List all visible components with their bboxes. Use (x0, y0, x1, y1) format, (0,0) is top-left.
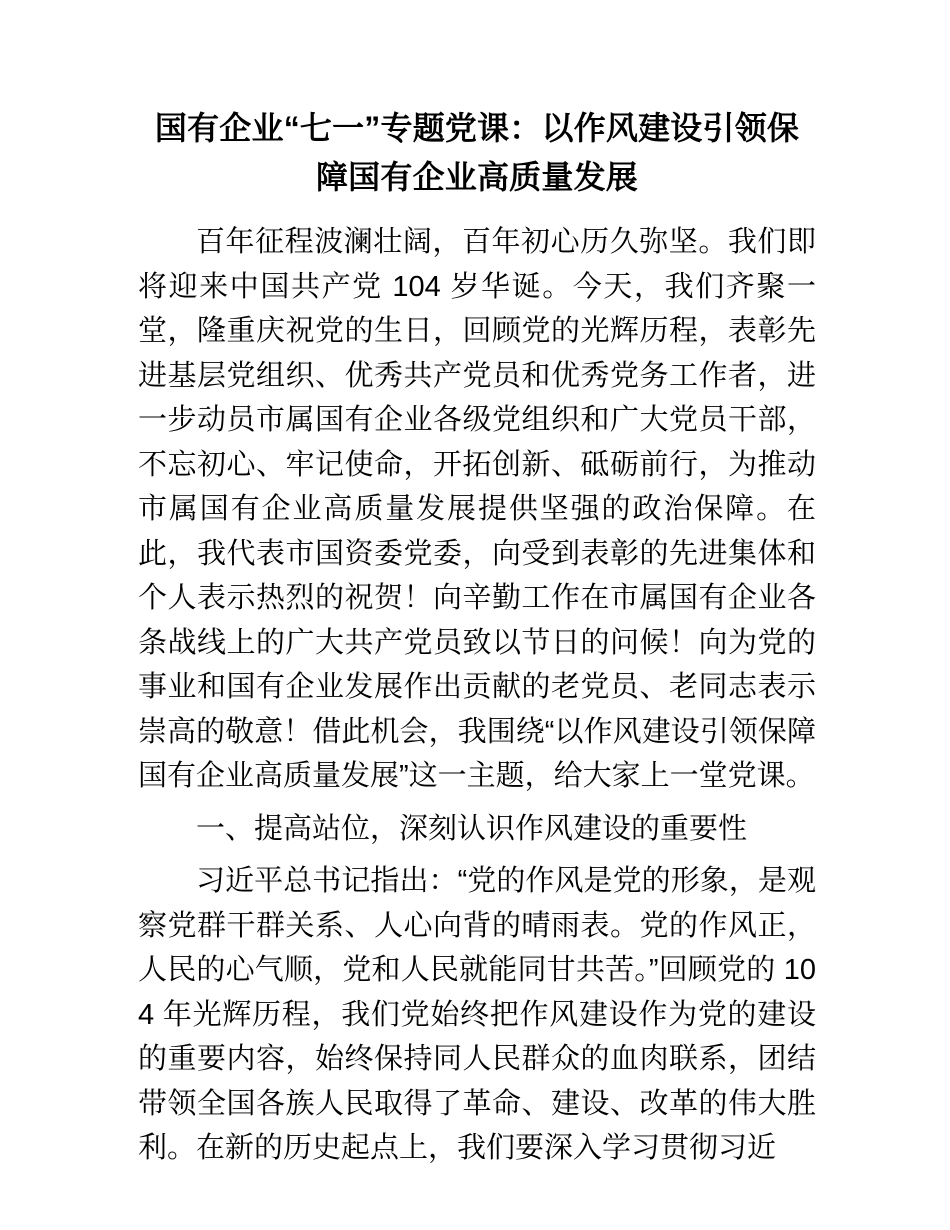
body-paragraph-1: 百年征程波澜壮阔，百年初心历久弥坚。我们即将迎来中国共产党 104 岁华诞。今天，我们齐聚一堂，隆重庆祝党的生日，回顾党的光辉历程，表彰先进基层党组织、优秀共产党员和优秀党务工作者，进一步动员市属国有企业各级党组织和广大党员干部，不忘初心、牢记使命，开拓创新、砥砺前行，为推动市属国有企业高质量发展提供坚强的政治保障。在此，我代表市国资委党委，向受到表彰的先进集体和个人表示热烈的祝贺！向辛勤工作在市属国有企业各条战线上的广大共产党员致以节日的问候！向为党的事业和国有企业发展作出贡献的老党员、老同志表示崇高的敬意！借此机会，我围绕“以作风建设引领保障国有企业高质量发展”这一主题，给大家上一堂党课。 (138, 226, 816, 792)
page-title-line-1: 国有企业“七一”专题党课：以作风建设引领保 (154, 110, 800, 146)
page-title-line-2: 障国有企业高质量发展 (315, 159, 638, 195)
page-title (138, 0, 816, 202)
document-content-column (138, 0, 816, 1171)
body-paragraph-2: 习近平总书记指出：“党的作风是党的形象，是观察党群干群关系、人心向背的晴雨表。党的作风正，人民的心气顺，党和人民就能同甘共苦。”回顾党的 104 年光辉历程，我们党始终把作风建设作为党的建设的重要内容，始终保持同人民群众的血肉联系，团结带领全国各族人民取得了革命、建设、改革的伟大胜利。在新的历史起点上，我们要深入学习贯彻习近 (138, 865, 816, 1164)
section-heading-1: 一、提高站位，深刻认识作风建设的重要性 (196, 812, 748, 845)
